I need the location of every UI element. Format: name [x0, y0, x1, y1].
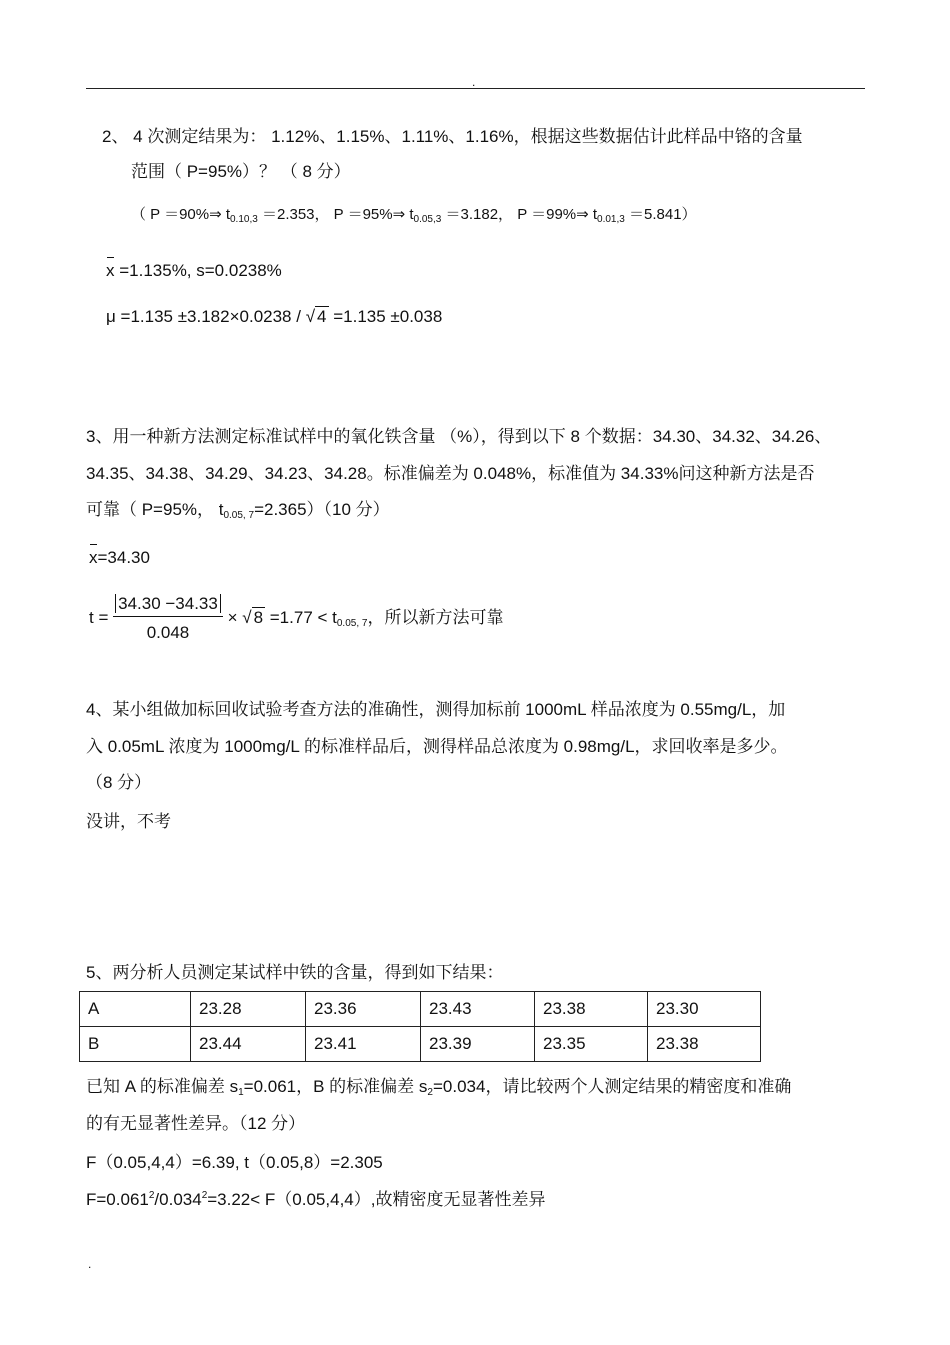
table-cell-label: B: [80, 1027, 191, 1062]
q3-t-formula: [89, 592, 503, 645]
table-row: [80, 1027, 761, 1062]
table-cell: 23.38: [535, 992, 648, 1027]
q2-given-d: ＝5.841）: [624, 206, 697, 223]
q2-mu-a: =1.135 ±3.182×0.0238 /: [115, 307, 306, 326]
q5-known-b: =0.061，B 的标准偏差 s: [243, 1077, 428, 1096]
table-row: [80, 992, 761, 1027]
q4-answer: 没讲，不考: [86, 812, 171, 831]
q2-mean-rest: =1.135%, s=0.0238%: [114, 261, 282, 280]
q2-mu-sqrt: √ 4: [305, 307, 327, 326]
q5-line-1: 5、两分析人员测定某试样中铁的含量，得到如下结果：: [86, 963, 504, 982]
q2-mean-symbol: x: [106, 261, 115, 280]
q2-given-c: ＝3.182， P ＝99%⇒ t: [441, 206, 598, 223]
q2-given-a: （ P ＝90%⇒ t: [131, 206, 230, 223]
table-cell: 23.43: [421, 992, 535, 1027]
q2-mu-line: [106, 306, 442, 328]
table-cell: 23.38: [648, 1027, 761, 1062]
q3-t-numerator: [113, 592, 223, 616]
table-cell: 23.39: [421, 1027, 535, 1062]
q5-f-sup2: 2: [201, 1190, 208, 1201]
q5-f-c: =3.22< F（0.05,4,4）,故精密度无显著性差异: [207, 1190, 546, 1209]
q2-given-a-sub: 0.10,3: [230, 214, 258, 225]
q3-line-3: [86, 499, 390, 524]
table-cell: 23.41: [306, 1027, 421, 1062]
q5-results-table: [79, 991, 761, 1062]
table-cell: 23.28: [191, 992, 306, 1027]
q2-line-1: 2、 4 次测定结果为： 1.12%、1.15%、1.11%、1.16%，根据这些数据估计此样品中铬的含量: [102, 127, 803, 146]
q5-known-a-sub: 1: [238, 1087, 244, 1098]
q2-given-b: ＝2.353， P ＝95%⇒ t: [257, 206, 414, 223]
q5-known-c: =0.034，请比较两个人测定结果的精密度和准确: [432, 1077, 792, 1096]
q3-t-sqrt: √ 8: [242, 607, 264, 627]
q2-given-b-sub: 0.05,3: [413, 214, 442, 225]
q3-t-result-sub: 0.05, 7: [336, 617, 368, 629]
q3-line-3b: =2.365）（10 分）: [254, 500, 390, 519]
q2-mean-line: [106, 260, 282, 282]
table-cell: 23.35: [535, 1027, 648, 1062]
q3-mean-rest: =34.30: [97, 548, 150, 567]
q5-known-a: 已知 A 的标准偏差 s: [86, 1077, 239, 1096]
q2-line-2: 范围（ P=95%）？ （ 8 分）: [131, 162, 351, 181]
q3-t-denominator: 0.048: [113, 616, 223, 645]
q4-line-3: （8 分）: [86, 773, 152, 792]
q3-line-3a: 可靠（ P=95%， t: [86, 500, 224, 519]
q5-f-sup1: 2: [148, 1190, 155, 1201]
q5-f-b: /0.034: [154, 1190, 202, 1209]
q5-f-a: F=0.061: [86, 1190, 149, 1209]
q3-t-result: =1.77 < t: [265, 607, 337, 627]
q2-given-c-sub: 0.01,3: [597, 214, 625, 225]
header-dot: .: [472, 75, 476, 89]
q3-t-sqrt-radicand: 8: [253, 607, 264, 627]
table-cell: 23.44: [191, 1027, 306, 1062]
footer-dot: .: [88, 1257, 92, 1271]
q2-given-values: [131, 204, 697, 228]
q5-known-b-sub: 2: [427, 1087, 433, 1098]
q3-t-fraction: [113, 592, 223, 645]
q3-t-numerator-abs: 34.30 −34.33: [115, 594, 221, 613]
q5-line-4: F（0.05,4,4）=6.39, t（0.05,8）=2.305: [86, 1153, 383, 1172]
q3-line-2: 34.35、34.38、34.29、34.23、34.28。标准偏差为 0.048%，标准值为 34.33%问这种新方法是否: [86, 464, 815, 483]
q2-mu-sqrt-radicand: 4: [317, 307, 327, 326]
q3-t-label: t =: [89, 607, 114, 627]
q4-line-2: 入 0.05mL 浓度为 1000mg/L 的标准样品后，测得样品总浓度为 0.98mg/L，求回收率是多少。: [86, 737, 788, 756]
table-cell: 23.30: [648, 992, 761, 1027]
q2-mu-symbol: μ: [106, 307, 116, 326]
q3-t-conclusion: ，所以新方法可靠: [367, 607, 504, 627]
table-cell: 23.36: [306, 992, 421, 1027]
q2-mu-b: =1.135 ±0.038: [328, 307, 443, 326]
q5-line-3: 的有无显著性差异。（12 分）: [86, 1114, 306, 1133]
header-rule: [86, 88, 865, 89]
q3-t-times: ×: [222, 607, 243, 627]
q3-line-3-sub: 0.05, 7: [223, 510, 255, 521]
table-cell-label: A: [80, 992, 191, 1027]
q5-f-result: [86, 1189, 545, 1214]
q4-line-1: 4、某小组做加标回收试验考查方法的准确性，测得加标前 1000mL 样品浓度为 0.55mg/L，加: [86, 700, 786, 719]
q3-line-1: 3、用一种新方法测定标准试样中的氧化铁含量 （%），得到以下 8 个数据：34.30、34.32、34.26、: [86, 427, 832, 446]
q3-mean-line: [89, 547, 150, 569]
q3-mean-symbol: x: [89, 548, 98, 567]
q5-known-line: [86, 1076, 791, 1101]
